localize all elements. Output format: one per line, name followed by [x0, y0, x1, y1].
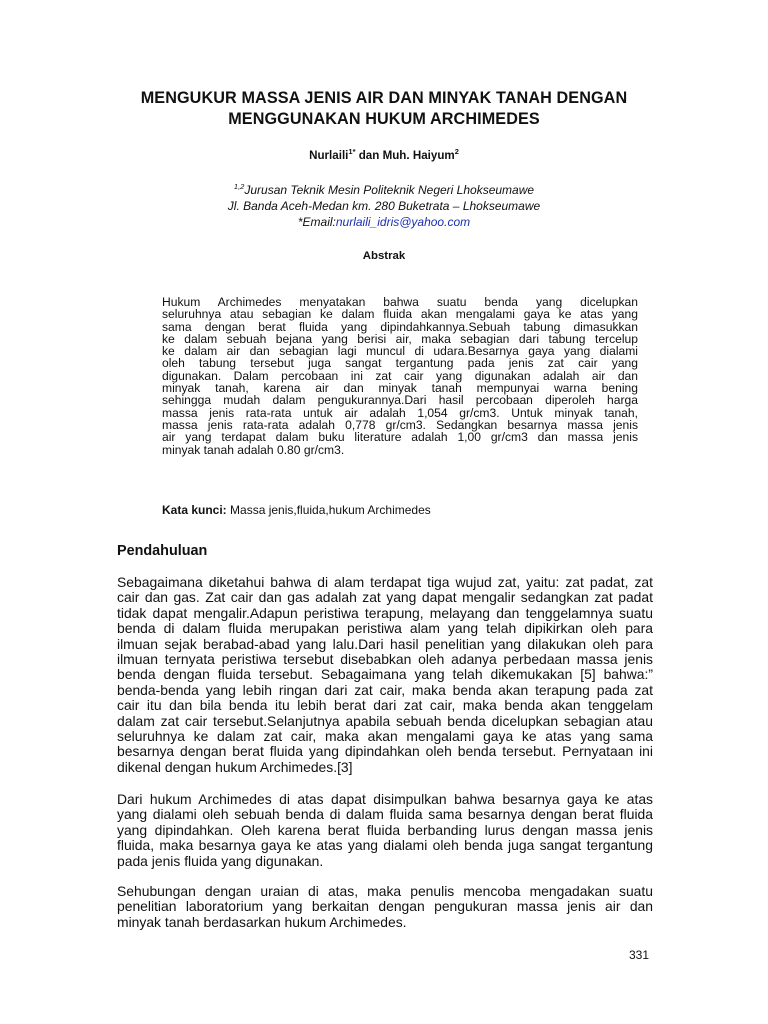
affiliation-block — [0, 182, 768, 230]
text-line: ke dalam air dan sebagian lagi muncul di udara.Besarnya gaya yang dialami — [162, 344, 638, 359]
affiliation-email-line — [0, 214, 768, 230]
text-line: air yang terdapat dalam buku literature adalah 1,00 gr/cm3 dan massa jenis — [162, 430, 638, 445]
text-line: yang dialami oleh sebuah benda di dalam fluida sama besarnya dengan berat fluida — [117, 806, 653, 823]
body-paragraph — [117, 575, 653, 775]
text-line: benda di dalam fluida merupakan peristiwa alam yang telah dipikirkan oleh para — [117, 620, 653, 637]
email-label: *Email: — [297, 215, 336, 229]
text-line: massa jenis rata-rata untuk air adalah 1,054 gr/cm3. Untuk minyak tanah, — [162, 405, 638, 420]
body-paragraph — [117, 792, 653, 869]
text-line: cair dan gas. Zat cair dan gas adalah zat yang dapat mengalir sedangkan zat padat — [117, 589, 653, 606]
affiliation-institution: Jurusan Teknik Mesin Politeknik Negeri Lhokseumawe — [244, 183, 535, 197]
author-name: Muh. Haiyum — [382, 149, 455, 162]
title-line: MENGUKUR MASSA JENIS AIR DAN MINYAK TANAH DENGAN — [140, 89, 628, 107]
text-line: massa jenis rata-rata adalah 0,778 gr/cm3. Sedangkan besarnya massa jenis — [162, 417, 638, 432]
abstract-text — [162, 296, 638, 456]
text-line: besarnya dengan berat fluida yang dipindahkan oleh benda tersebut. Pernyataan ini — [117, 743, 653, 760]
affiliation-address: Jl. Banda Aceh-Medan km. 280 Buketrata – Lhokseumawe — [227, 199, 541, 213]
text-line: pada jenis fluida yang digunakan. — [117, 852, 324, 869]
author-superscript: 1* — [348, 147, 356, 156]
author-connector: dan — [355, 149, 383, 162]
text-line: ke dalam sebuah bejana yang berisi air, maka sebagian dari tabung tercelup — [162, 331, 638, 346]
keywords-value: Massa jenis,fluida,hukum Archimedes — [226, 503, 431, 517]
text-line: cair itu dan bila benda itu lebih berat dari zat cair, maka benda akan tenggelam — [117, 697, 653, 714]
affiliation-line — [0, 182, 768, 198]
text-line: sama dengan berat fluida yang dipindahkannya.Sebuah tabung dimasukkan — [162, 319, 638, 334]
keywords-line — [162, 503, 638, 517]
text-line: fluida, maka besarnya gaya ke atas yang dialami oleh benda juga sangat tergantung — [117, 837, 653, 854]
author-superscript: 2 — [454, 147, 459, 156]
text-line: Dari hukum Archimedes di atas dapat disimpulkan bahwa besarnya gaya ke atas — [117, 791, 653, 807]
text-line: oleh tabung tersebut juga sangat tergantung pada jenis zat cair yang — [162, 356, 638, 371]
abstract-heading: Abstrak — [362, 250, 406, 262]
text-line: digunakan. Dalam percobaan ini zat cair yang digunakan adalah air dan — [162, 368, 638, 383]
paper-title — [0, 88, 768, 130]
text-line: Sebagaimana diketahui bahwa di alam terdapat tiga wujud zat, yaitu: zat padat, zat — [117, 574, 653, 590]
text-line: dikenal dengan hukum Archimedes.[3] — [117, 758, 353, 775]
text-line: benda dengan fluida tersebut. Sebagaimana yang telah dikemukakan [5] bahwa:” — [117, 666, 653, 683]
text-line: penelitian laboratorium yang berkaitan dengan pengukuran massa jenis air dan — [117, 898, 653, 915]
author-name: Nurlaili — [309, 149, 349, 162]
text-line: minyak tanah berdasarkan hukum Archimedes. — [117, 913, 407, 930]
title-line: MENGGUNAKAN HUKUM ARCHIMEDES — [228, 110, 540, 128]
text-line: seluruhnya atau sebagian ke dalam fluida akan mengalami gaya ke atas yang — [162, 307, 638, 322]
text-line: minyak tanah adalah 0.80 gr/cm3. — [162, 442, 345, 457]
text-line: Hukum Archimedes menyatakan bahwa suatu benda yang dicelupkan — [162, 295, 638, 309]
text-line: tidak dapat mengalir.Adapun peristiwa terapung, melayang dan tenggelamnya suatu — [117, 604, 653, 621]
text-line: minyak tanah, karena air dan minyak tanah mempunyai warna bening — [162, 381, 638, 396]
text-line: ilmuan sejak berabad-abad yang lalu.Dari hasil penelitian yang dilakukan oleh para — [117, 635, 653, 652]
text-line: seluruhnya ke dalam zat cair, maka akan mengalami gaya ke atas yang sama — [117, 728, 653, 745]
body-paragraph — [117, 884, 653, 930]
page-number: 331 — [629, 948, 650, 962]
author-list — [0, 148, 768, 164]
text-line: ilmuan ternyata peristiwa tersebut disebabkan oleh adanya perbedaan massa jenis — [117, 651, 653, 668]
section-heading: Pendahuluan — [117, 543, 208, 559]
text-line: Sehubungan dengan uraian di atas, maka penulis mencoba mengadakan suatu — [117, 883, 653, 899]
text-line: dalam zat cair tersebut.Selanjutnya apabila sebuah benda dicelupkan sebagian atau — [117, 712, 653, 729]
text-line: yang dipindahkan. Oleh karena berat fluida berbanding lurus dengan massa jenis — [117, 821, 653, 838]
text-line: benda-benda yang lebih ringan dari zat cair, maka benda akan terapung pada zat — [117, 681, 653, 698]
email-link[interactable]: nurlaili_idris@yahoo.com — [335, 215, 471, 229]
text-line: sehingga mudah dalam pengukurannya.Dari hasil percobaan diperoleh harga — [162, 393, 638, 408]
keywords-label: Kata kunci: — [162, 503, 227, 517]
affiliation-superscript: 1,2 — [233, 182, 245, 191]
